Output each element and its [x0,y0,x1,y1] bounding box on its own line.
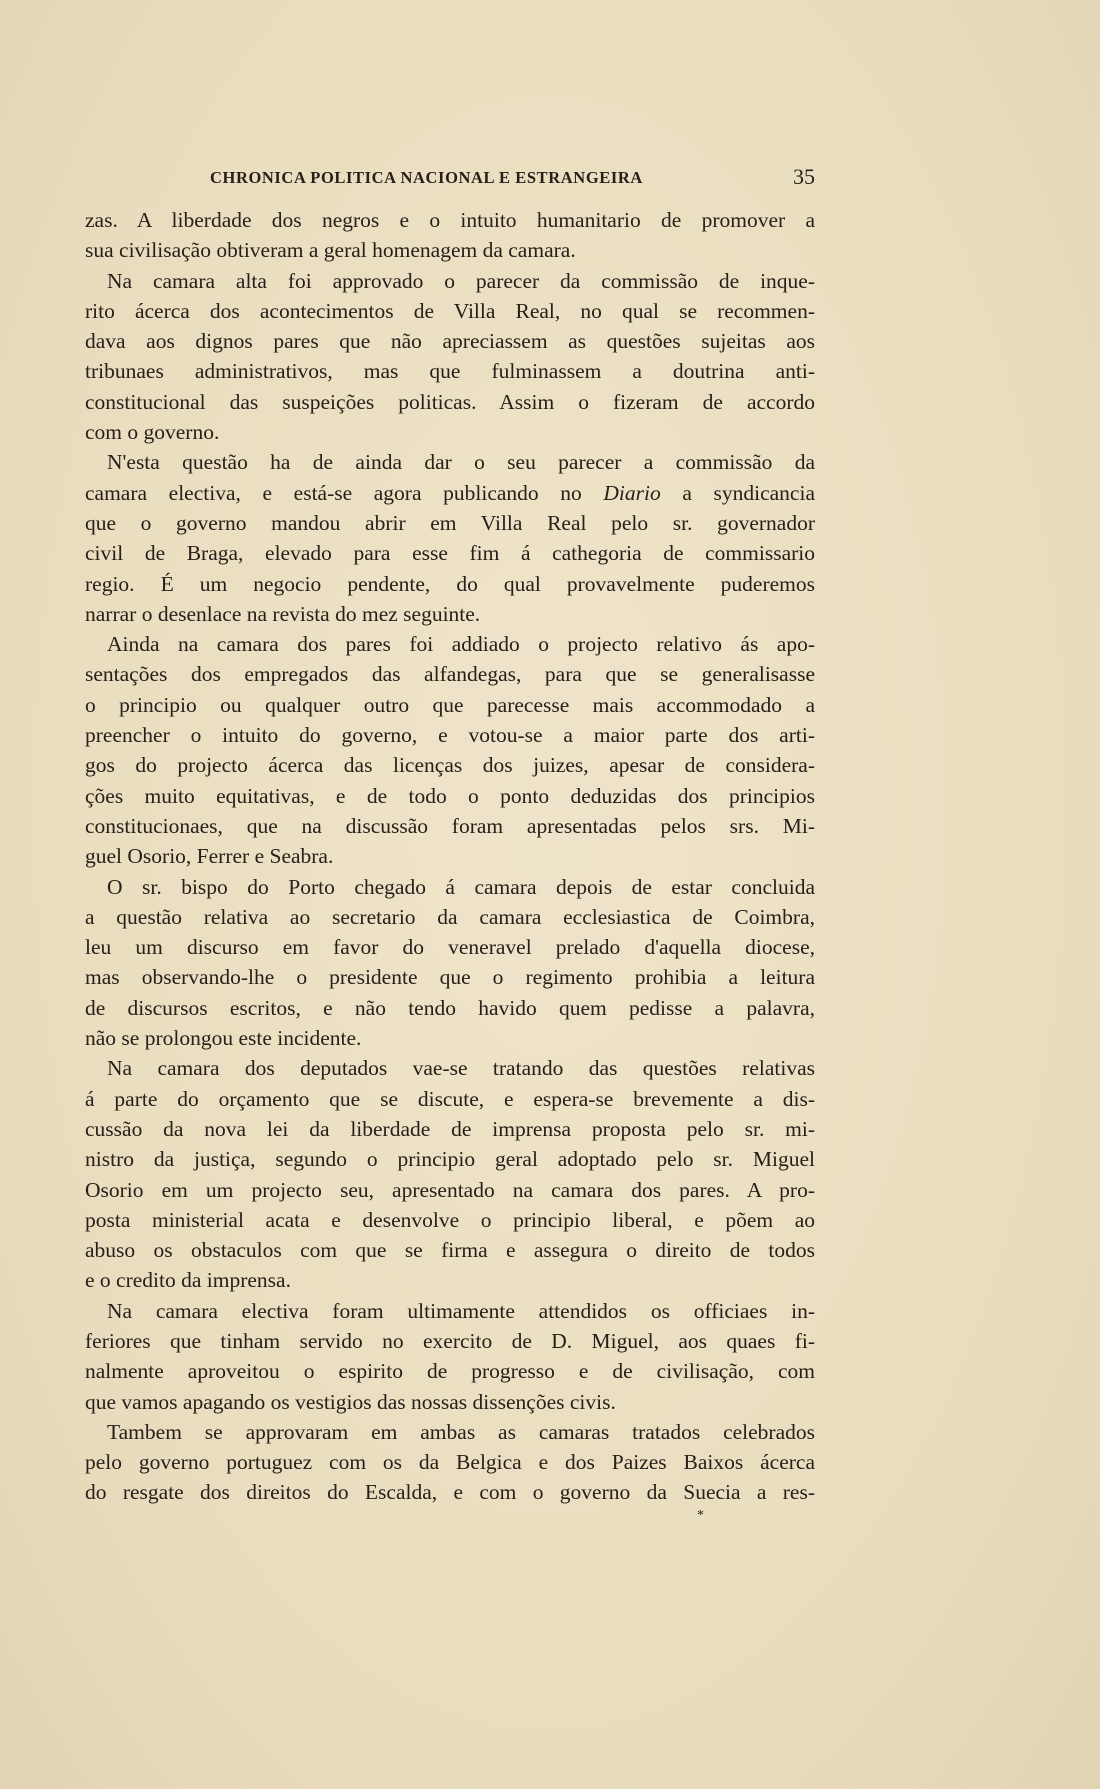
text-line: sentações dos empregados das alfandegas, para que se generalisasse [85,662,815,687]
text-line: gos do projecto ácerca das licenças dos juizes, apesar de considera- [85,753,815,778]
text-line: e o credito da imprensa. [85,1268,291,1293]
text-line: preencher o intuito do governo, e votou-se a maior parte dos arti- [85,723,815,748]
text-line: o principio ou qualquer outro que parecesse mais accommodado a [85,692,815,717]
text-line: cussão da nova lei da liberdade de imprensa proposta pelo sr. mi- [85,1116,815,1141]
text-line: a questão relativa ao secretario da camara ecclesiastica de Coimbra, [85,904,815,929]
text-line: guel Osorio, Ferrer e Seabra. [85,844,334,869]
text-line: narrar o desenlace na revista do mez seguinte. [85,601,481,626]
text-line: que vamos apagando os vestigios das nossas dissenções civis. [85,1389,616,1414]
text-line: rito ácerca dos acontecimentos de Villa Real, no qual se recommen- [85,298,815,323]
text-line: tribunaes administrativos, mas que fulminassem a doutrina anti- [85,359,815,384]
text-line: Tambem se approvaram em ambas as camaras tratados celebrados [107,1419,815,1444]
newspaper-title: Diario [603,480,661,505]
text-line: camara electiva, e está-se agora publicando no Diario a syndicancia [85,480,815,505]
text-line: civil de Braga, elevado para esse fim á cathegoria de commissario [85,541,815,566]
running-title: CHRONICA POLITICA NACIONAL E ESTRANGEIRA [210,168,643,187]
text-line: com o governo. [85,420,220,445]
text-line: dava aos dignos pares que não apreciassem as questões sujeitas aos [85,329,815,354]
text-line: regio. É um negocio pendente, do qual provavelmente puderemos [85,571,815,596]
text-line: ções muito equitativas, e de todo o ponto deduzidas dos principios [85,783,815,808]
text-line: leu um discurso em favor do veneravel prelado d'aquella diocese, [85,935,815,960]
page-number: 35 [793,164,815,189]
text-line: abuso os obstaculos com que se firma e assegura o direito de todos [85,1238,815,1263]
text-line: posta ministerial acata e desenvolve o principio liberal, e põem ao [85,1207,815,1232]
page-header [85,164,815,196]
text-line: Osorio em um projecto seu, apresentado na camara dos pares. A pro- [85,1177,815,1202]
text-line: Na camara electiva foram ultimamente attendidos os officiaes in- [107,1298,815,1323]
signature-mark: * [697,1508,704,1523]
text-line: sua civilisação obtiveram a geral homenagem da camara. [85,238,576,263]
text-line: pelo governo portuguez com os da Belgica e dos Paizes Baixos ácerca [85,1450,815,1475]
text-line: Na camara dos deputados vae-se tratando das questões relativas [107,1056,815,1081]
text-line: O sr. bispo do Porto chegado á camara depois de estar concluida [107,874,815,899]
text-line: constitucional das suspeições politicas. Assim o fizeram de accordo [85,389,815,414]
text-line: de discursos escritos, e não tendo havido quem pedisse a palavra, [85,995,815,1020]
body-text [85,205,815,1508]
text-line: Ainda na camara dos pares foi addiado o projecto relativo ás apo- [107,632,815,657]
text-line: N'esta questão ha de ainda dar o seu parecer a commissão da [107,450,815,475]
text-line: mas observando-lhe o presidente que o regimento prohibia a leitura [85,965,815,990]
text-line: que o governo mandou abrir em Villa Real pelo sr. governador [85,510,815,535]
text-line: zas. A liberdade dos negros e o intuito humanitario de promover a [85,208,815,232]
text-line: nalmente aproveitou o espirito de progresso e de civilisação, com [85,1359,815,1384]
text-line: Na camara alta foi approvado o parecer da commissão de inque- [107,268,815,293]
text-line: do resgate dos direitos do Escalda, e com o governo da Suecia a res- [85,1480,815,1505]
text-line: nistro da justiça, segundo o principio geral adoptado pelo sr. Miguel [85,1147,815,1172]
text-line: feriores que tinham servido no exercito de D. Miguel, aos quaes fi- [85,1328,815,1353]
text-line: constitucionaes, que na discussão foram apresentadas pelos srs. Mi- [85,813,815,838]
text-line: á parte do orçamento que se discute, e espera-se brevemente a dis- [85,1086,815,1111]
text-line: não se prolongou este incidente. [85,1026,362,1051]
